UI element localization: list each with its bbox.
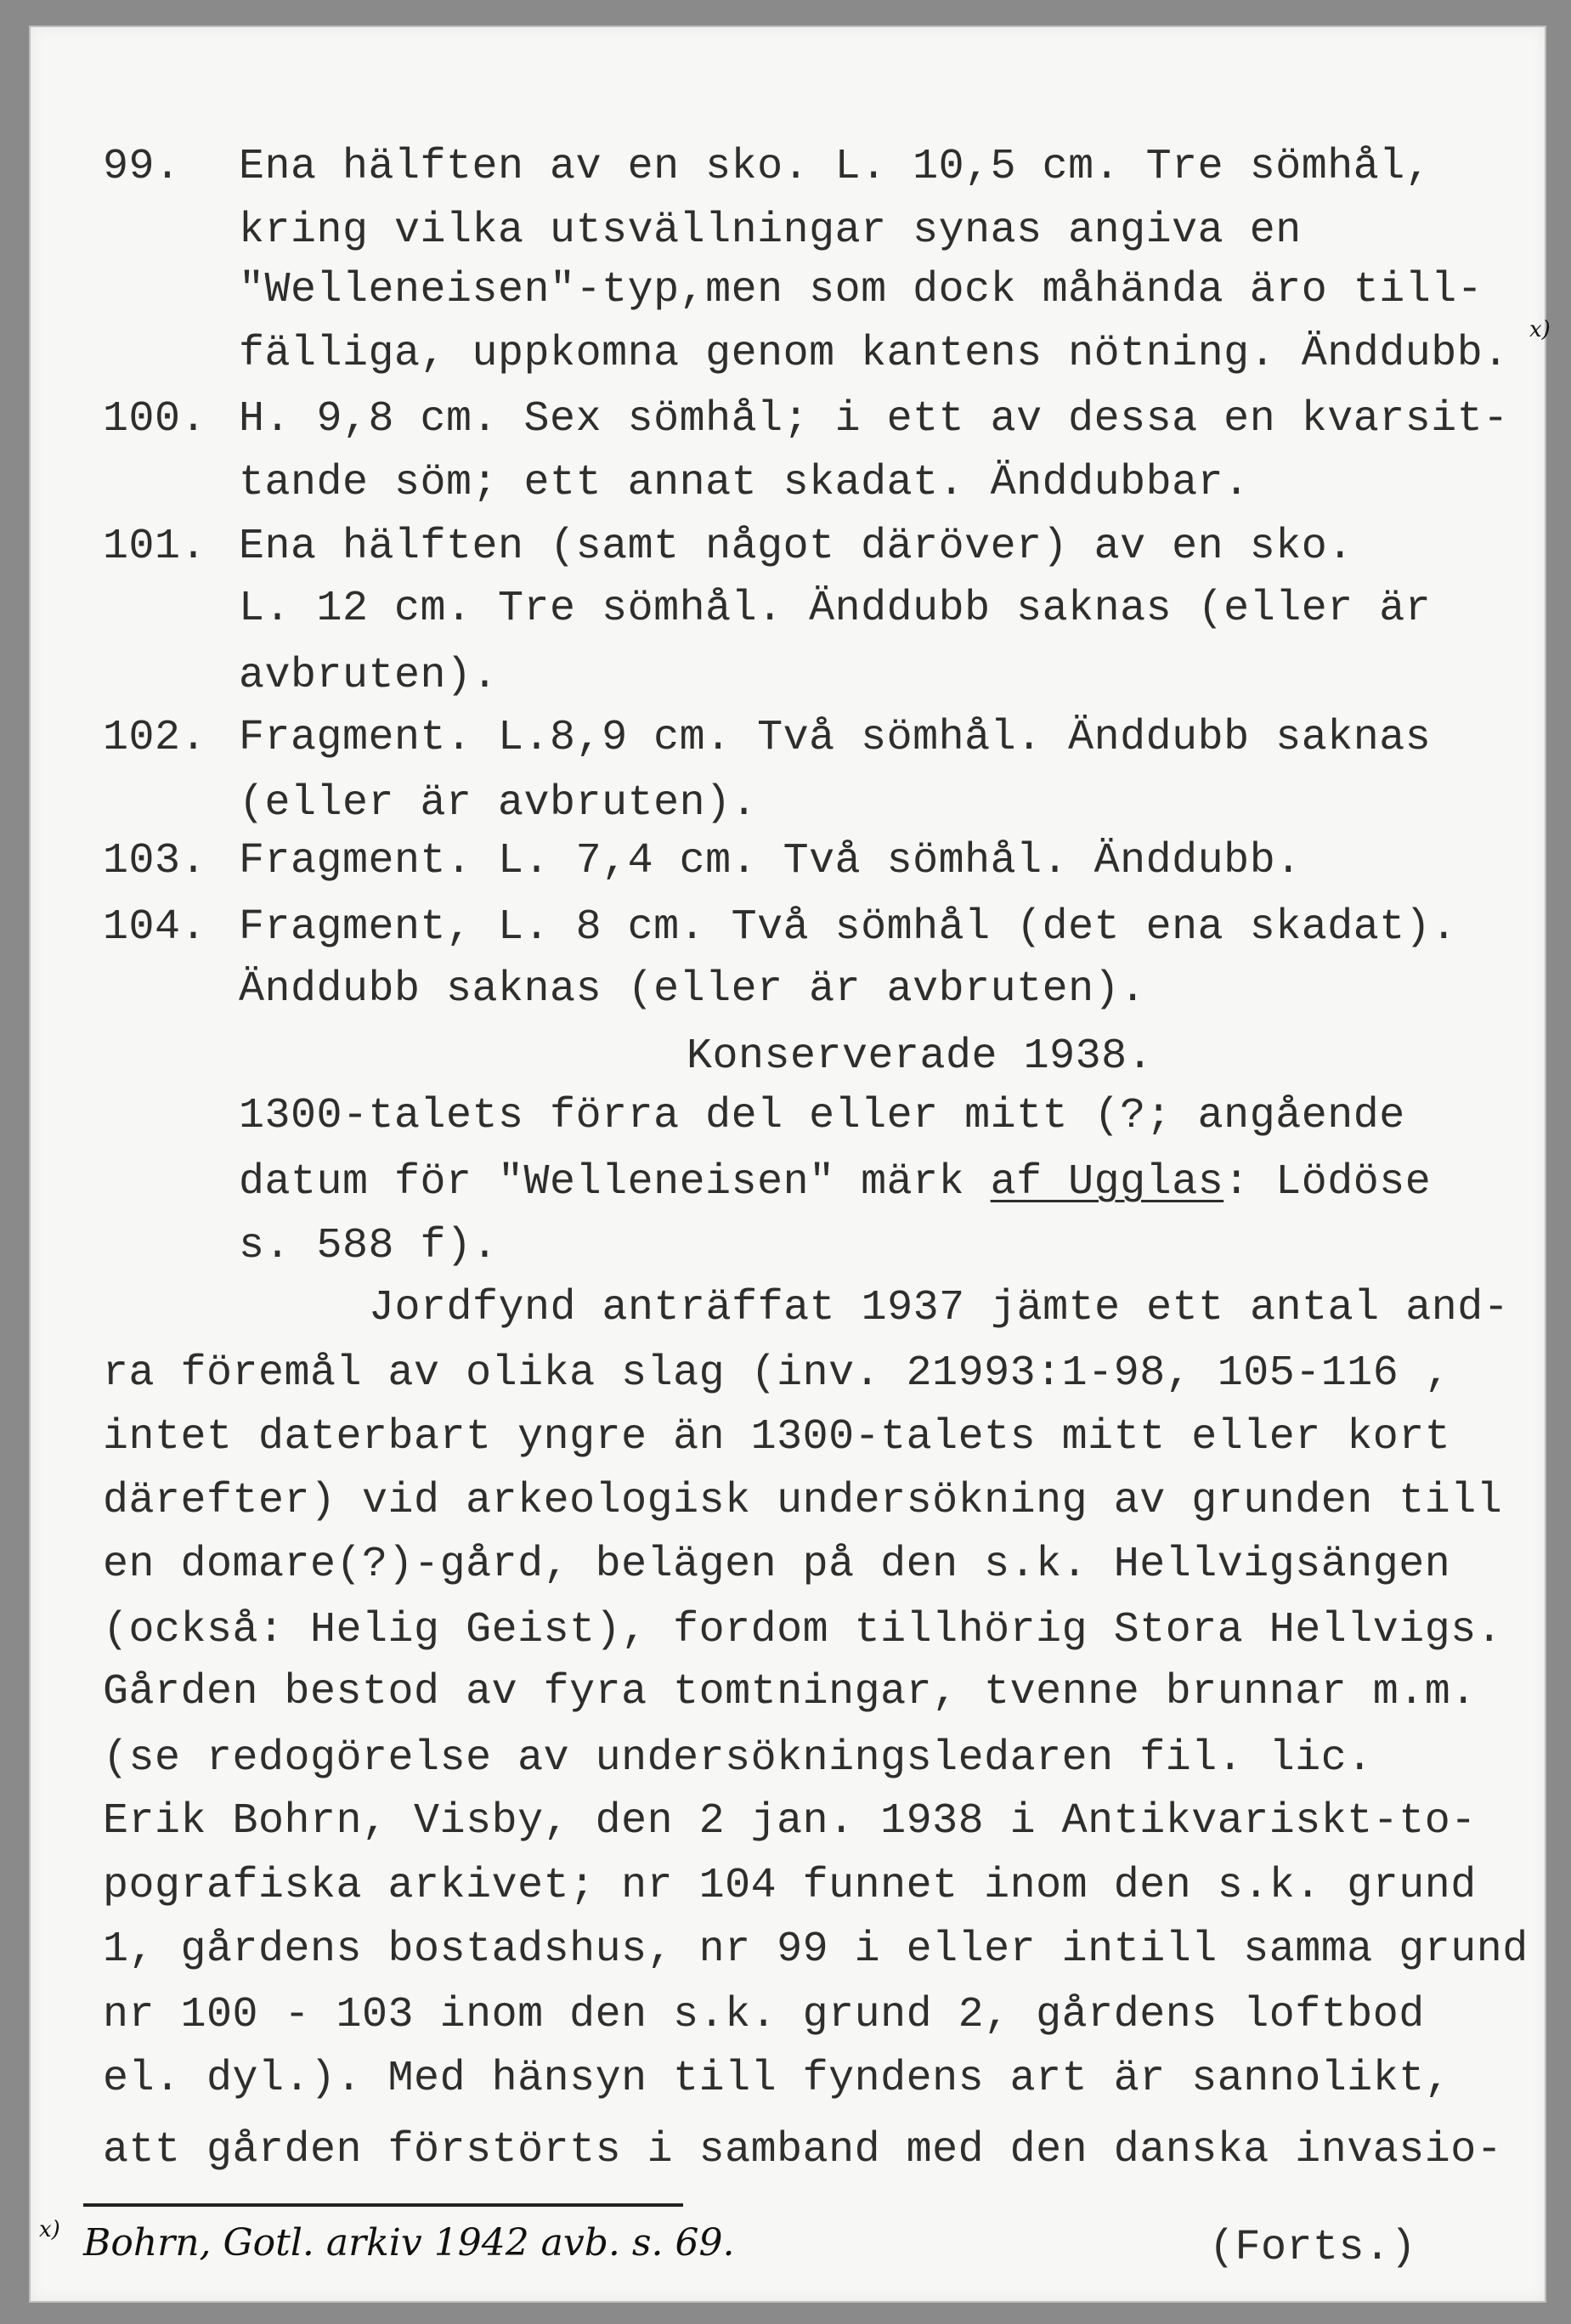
entry-line: fälliga, uppkomna genom kantens nötning. Änddubb. xyxy=(239,330,1509,378)
paragraph-line: ra föremål av olika slag (inv. 21993:1-98, 105-116 , xyxy=(103,1349,1451,1398)
entry-line: H. 9,8 cm. Sex sömhål; i ett av dessa en kvarsit- xyxy=(239,395,1509,444)
conserved-note: Konserverade 1938. xyxy=(687,1032,1154,1081)
dating-line xyxy=(239,1157,1431,1208)
footnote-divider xyxy=(83,2203,683,2207)
entry-number: 103. xyxy=(103,837,207,885)
paragraph-line: (också: Helig Geist), fordom tillhörig Stora Hellvigs. xyxy=(103,1606,1503,1654)
entry-number: 104. xyxy=(103,903,207,952)
index-card xyxy=(29,25,1551,2303)
entry-line: Fragment. L. 7,4 cm. Två sömhål. Änddubb. xyxy=(239,837,1302,885)
dating-line: 1300-talets förra del eller mitt (?; angående xyxy=(239,1092,1405,1140)
footnote-marker: x) xyxy=(39,2217,60,2242)
entry-line: Änddubb saknas (eller är avbruten). xyxy=(239,965,1146,1014)
paragraph-line: el. dyl.). Med hänsyn till fyndens art är sannolikt, xyxy=(103,2055,1451,2103)
dating-text: : Lödöse xyxy=(1223,1158,1432,1207)
paragraph-line: att gården förstörts i samband med den danska invasio- xyxy=(103,2126,1503,2174)
reference-author: af Ugglas xyxy=(990,1158,1224,1207)
entry-line: "Welleneisen"-typ,men som dock måhända äro till- xyxy=(239,266,1483,314)
entry-line: Ena hälften (samt något däröver) av en sko. xyxy=(239,523,1353,571)
entry-line: (eller är avbruten). xyxy=(239,779,758,828)
entry-line: L. 12 cm. Tre sömhål. Änddubb saknas (eller är xyxy=(239,585,1432,633)
handwritten-footnote: Bohrn, Gotl. arkiv 1942 avb. s. 69. xyxy=(83,2221,735,2265)
entry-number: 101. xyxy=(103,523,207,571)
paragraph-line: pografiska arkivet; nr 104 funnet inom den s.k. grund xyxy=(103,1862,1477,1910)
dating-text: datum för "Welleneisen" märk xyxy=(239,1158,991,1207)
dating-line: s. 588 f). xyxy=(239,1222,499,1270)
paragraph-line: Erik Bohrn, Visby, den 2 jan. 1938 i Antikvariskt-to- xyxy=(103,1797,1477,1846)
paragraph-line: därefter) vid arkeologisk undersökning av grunden till xyxy=(103,1477,1503,1525)
entry-line: tande söm; ett annat skadat. Änddubbar. xyxy=(239,459,1250,507)
entry-number: 102. xyxy=(103,714,207,762)
paragraph-line: 1, gårdens bostadshus, nr 99 i eller intill samma grund xyxy=(103,1925,1529,1974)
paragraph-line: (se redogörelse av undersökningsledaren fil. lic. xyxy=(103,1734,1373,1783)
paragraph-line: nr 100 - 103 inom den s.k. grund 2, gårdens loftbod xyxy=(103,1991,1425,2039)
entry-line: Fragment. L.8,9 cm. Två sömhål. Änddubb saknas xyxy=(239,714,1432,762)
entry-line: Fragment, L. 8 cm. Två sömhål (det ena skadat). xyxy=(239,903,1457,952)
paragraph-line: Gården bestod av fyra tomtningar, tvenne brunnar m.m. xyxy=(103,1668,1477,1716)
paragraph-line: intet daterbart yngre än 1300-talets mitt eller kort xyxy=(103,1413,1451,1462)
paragraph-line: en domare(?)-gård, belägen på den s.k. Hellvigsängen xyxy=(103,1541,1451,1589)
footnote-marker: x) xyxy=(1529,317,1551,342)
entry-number: 99. xyxy=(103,143,181,191)
continued-note: (Forts.) xyxy=(1209,2224,1417,2272)
entry-line: Ena hälften av en sko. L. 10,5 cm. Tre sömhål, xyxy=(239,143,1432,191)
entry-number: 100. xyxy=(103,395,207,444)
paragraph-line: Jordfynd anträffat 1937 jämte ett antal and- xyxy=(369,1284,1510,1332)
entry-line: avbruten). xyxy=(239,652,499,700)
entry-line: kring vilka utsvällningar synas angiva en xyxy=(239,206,1302,255)
